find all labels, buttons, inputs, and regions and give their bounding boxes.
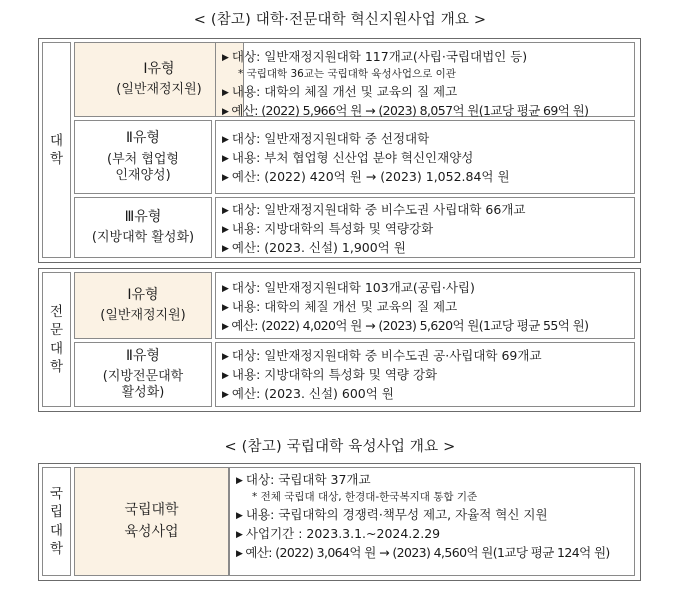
category-type3 bbox=[74, 197, 212, 258]
bullet-icon: ▶ bbox=[236, 549, 243, 559]
group-label-college bbox=[42, 272, 71, 407]
vertical-label bbox=[50, 485, 63, 558]
bullet-icon: ▶ bbox=[222, 206, 229, 216]
vertical-label-char: 국 bbox=[49, 486, 64, 503]
group-label-national bbox=[42, 467, 71, 576]
category-college-type1 bbox=[74, 272, 212, 339]
bullet-icon: ▶ bbox=[236, 476, 243, 486]
detail-budget: ▶ 예산: (2022) 4,020억 원 → (2023) 5,620억 원(1교당 평균 55억 원) bbox=[222, 318, 589, 333]
detail-budget: ▶ 예산: (2023. 신설) 1,900억 원 bbox=[222, 240, 406, 255]
bullet-icon: ▶ bbox=[222, 225, 229, 235]
vertical-label-char: 학 bbox=[49, 358, 64, 375]
vertical-label bbox=[50, 132, 63, 168]
bullet-icon: ▶ bbox=[236, 530, 243, 540]
details-college-type1 bbox=[215, 272, 635, 339]
detail-budget: ▶ 예산: (2022) 5,966억 원 → (2023) 8,057억 원(1교당 평균 69억 원) bbox=[222, 103, 589, 118]
category-subtitle: (지방전문대학 bbox=[102, 369, 184, 385]
vertical-label-char: 문 bbox=[49, 322, 64, 339]
bullet-icon: ▶ bbox=[222, 390, 229, 400]
project-name-line: 육성사업 bbox=[124, 523, 179, 540]
bullet-icon: ▶ bbox=[222, 371, 229, 381]
section-1-title: < (참고) 대학·전문대학 혁신지원사업 개요 > bbox=[193, 12, 487, 28]
detail-target: ▶ 대상: 일반재정지원대학 중 선정대학 bbox=[222, 131, 430, 146]
group-label-university bbox=[42, 42, 71, 258]
category-subtitle: (일반재정지원) bbox=[116, 82, 202, 98]
detail-budget: ▶ 예산: (2023. 신설) 600억 원 bbox=[222, 386, 394, 401]
vertical-label-char: 전 bbox=[49, 304, 64, 321]
category-name: Ⅱ유형 bbox=[126, 130, 160, 147]
detail-target: ▶ 대상: 국립대학 37개교 bbox=[236, 472, 371, 487]
vertical-label-char: 대 bbox=[49, 522, 64, 539]
detail-target: ▶ 대상: 일반재정지원대학 103개교(공립·사립) bbox=[222, 280, 475, 295]
detail-note: * 전체 국립대 대상, 한경대-한국복지대 통합 기준 bbox=[252, 491, 478, 503]
details-national bbox=[229, 467, 635, 576]
category-name: Ⅲ유형 bbox=[124, 208, 162, 225]
category-subtitle: (일반재정지원) bbox=[100, 308, 186, 324]
university-group bbox=[38, 38, 641, 263]
detail-target: ▶ 대상: 일반재정지원대학 중 비수도권 공·사립대학 69개교 bbox=[222, 348, 542, 363]
bullet-icon: ▶ bbox=[222, 135, 229, 145]
bullet-icon: ▶ bbox=[222, 53, 229, 63]
category-national-project bbox=[74, 467, 229, 576]
bullet-icon: ▶ bbox=[222, 244, 229, 254]
bullet-icon: ▶ bbox=[222, 88, 229, 98]
detail-content: ▶ 내용: 지방대학의 특성화 및 역량강화 bbox=[222, 221, 434, 236]
bullet-icon: ▶ bbox=[222, 303, 229, 313]
detail-content: ▶ 내용: 대학의 체질 개선 및 교육의 질 제고 bbox=[222, 299, 458, 314]
bullet-icon: ▶ bbox=[222, 107, 229, 117]
details-type2 bbox=[215, 120, 635, 194]
vertical-label-char: 학 bbox=[49, 540, 64, 557]
vertical-label-char: 학 bbox=[49, 151, 64, 167]
category-subtitle: 활성화) bbox=[121, 385, 165, 401]
project-name-line: 국립대학 bbox=[124, 501, 179, 518]
vertical-label bbox=[50, 303, 63, 376]
bullet-icon: ▶ bbox=[222, 352, 229, 362]
category-name: Ⅰ유형 bbox=[127, 286, 159, 303]
details-type1 bbox=[215, 42, 635, 117]
national-university-group bbox=[38, 463, 641, 581]
details-type3 bbox=[215, 197, 635, 258]
vertical-label-char: 대 bbox=[49, 340, 64, 357]
detail-note: * 국립대학 36교는 국립대학 육성사업으로 이관 bbox=[238, 68, 456, 80]
category-subtitle: (지방대학 활성화) bbox=[91, 230, 195, 246]
category-name: Ⅰ유형 bbox=[143, 60, 175, 77]
detail-budget: ▶ 예산: (2022) 3,064억 원 → (2023) 4,560억 원(1교당 평균 124억 원) bbox=[236, 545, 610, 560]
category-subtitle: 인재양성) bbox=[115, 167, 171, 183]
bullet-icon: ▶ bbox=[236, 511, 243, 521]
bullet-icon: ▶ bbox=[222, 322, 229, 332]
bullet-icon: ▶ bbox=[222, 173, 229, 183]
bullet-icon: ▶ bbox=[222, 284, 229, 294]
category-name: Ⅱ유형 bbox=[126, 347, 160, 364]
detail-content: ▶ 내용: 부처 협업형 신산업 분야 혁신인재양성 bbox=[222, 150, 474, 165]
category-college-type2 bbox=[74, 342, 212, 407]
section-2-title: < (참고) 국립대학 육성사업 개요 > bbox=[224, 439, 456, 455]
vertical-label-char: 대 bbox=[49, 132, 64, 149]
bullet-icon: ▶ bbox=[222, 154, 229, 164]
detail-content: ▶ 내용: 대학의 체질 개선 및 교육의 질 제고 bbox=[222, 84, 458, 99]
detail-target: ▶ 대상: 일반재정지원대학 117개교(사립·국립대법인 등) bbox=[222, 49, 528, 64]
details-college-type2 bbox=[215, 342, 635, 407]
detail-content: ▶ 내용: 지방대학의 특성화 및 역량 강화 bbox=[222, 367, 438, 382]
college-group bbox=[38, 268, 641, 412]
category-subtitle: (부처 협업형 bbox=[107, 151, 179, 167]
vertical-label-char: 립 bbox=[49, 504, 64, 521]
detail-budget: ▶ 예산: (2022) 420억 원 → (2023) 1,052.84억 원 bbox=[222, 169, 510, 184]
detail-content: ▶ 내용: 국립대학의 경쟁력·책무성 제고, 자율적 혁신 지원 bbox=[236, 507, 548, 522]
category-type2 bbox=[74, 120, 212, 194]
detail-period: ▶ 사업기간 : 2023.3.1.~2024.2.29 bbox=[236, 526, 441, 541]
detail-target: ▶ 대상: 일반재정지원대학 중 비수도권 사립대학 66개교 bbox=[222, 202, 526, 217]
